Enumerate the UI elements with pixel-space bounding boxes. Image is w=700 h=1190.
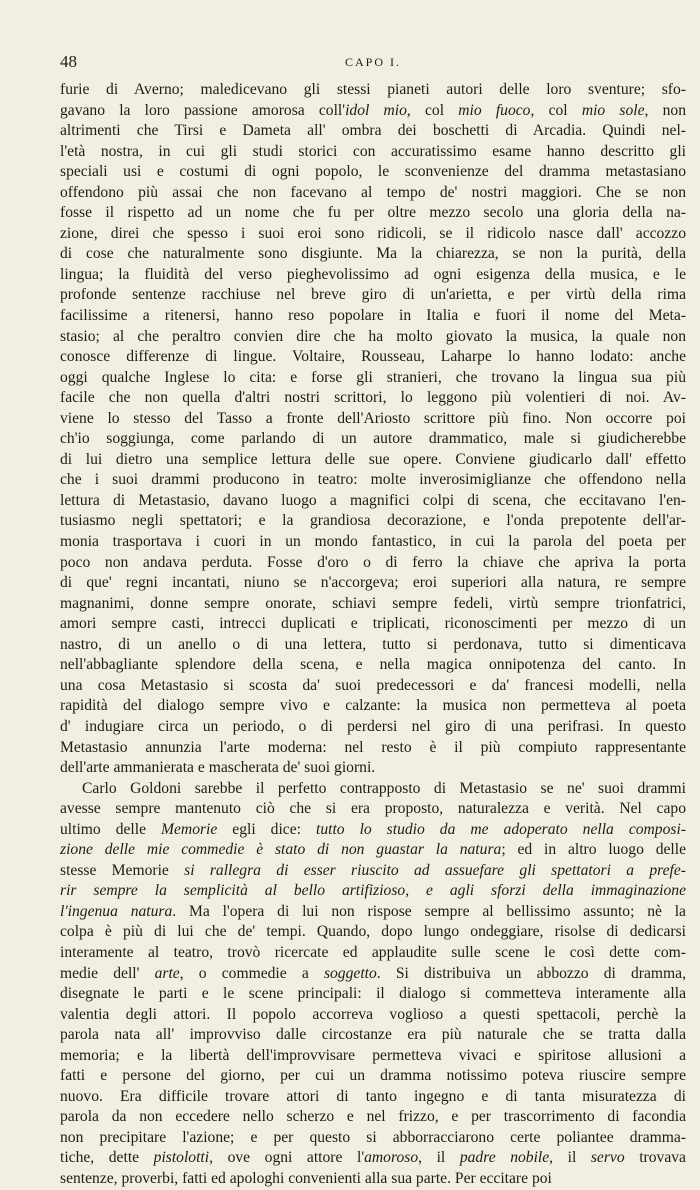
text-line <box>60 347 686 368</box>
text-line <box>60 964 686 985</box>
text-run: trovava <box>624 1149 686 1167</box>
text-run: sentenze, proverbi, fatti ed apologhi convenienti alla sua parte. Per eccitare poi <box>60 1169 552 1187</box>
italic-text: tutto lo studio da me adoperato nella composi- <box>315 820 686 838</box>
running-head: CAPO I. <box>344 55 401 69</box>
text-line <box>60 450 686 471</box>
text-run: stasio; al che peraltro convien dire che ha molto giovato la musica, la quale non <box>60 327 686 345</box>
text-run: d' indugiare circa un periodo, o di perdersi nel giro di una perifrasi. In questo <box>60 717 686 735</box>
text-line <box>60 80 686 101</box>
text-run: valentia degli attori. Il popolo accorreva voglioso a questi spettacoli, perchè la <box>60 1005 686 1023</box>
text-run: dell'arte ammanierata e mascherata de' suoi giorni. <box>60 759 376 777</box>
text-line <box>60 142 686 163</box>
text-run: ultimo delle <box>60 820 162 838</box>
text-run: , col <box>406 101 459 119</box>
italic-text: padre nobile <box>459 1149 550 1167</box>
text-line <box>60 1148 686 1169</box>
text-run: avesse sempre mantenuto ciò che si era proposto, naturalezza e verità. Nel capo <box>60 800 686 818</box>
text-run: oggi qualche Inglese lo cita: e forse gli stranieri, che trovano la lingua sua più <box>60 368 686 386</box>
text-run: furie di Averno; maledicevano gli stessi pianeti autori delle loro sventure; sfo- <box>60 81 686 98</box>
text-line <box>60 943 686 964</box>
text-line <box>60 1087 686 1108</box>
text-line <box>60 470 686 491</box>
text-run: , ove ogni attore l' <box>209 1149 365 1167</box>
text-line <box>60 1066 686 1087</box>
text-run: di lui dietro una semplice lettura delle sue opere. Conviene giudicarlo dall' effetto <box>60 450 686 468</box>
text-line <box>60 265 686 286</box>
text-run: di cose che naturalmente sono disgiunte. Ma la chiarezza, se non la purità, della <box>60 245 686 263</box>
text-line <box>60 203 686 224</box>
text-run: nuovo. Era difficile trovare attori di tanto ingegno e di tanta misuratezza di <box>60 1087 686 1105</box>
text-run: facilissime a ritenersi, hanno reso popolare in Italia e fuori il nome del Meta- <box>60 307 686 325</box>
text-line <box>60 984 686 1005</box>
text-line <box>60 902 686 923</box>
text-line <box>60 635 686 656</box>
text-run: una cosa Metastasio si scosta da' suoi predecessori e da' francesi modelli, nella <box>60 676 686 694</box>
text-run: monia trasportava i cuori in un mondo fantastico, in cui la parola del poeta per <box>60 533 686 551</box>
text-line <box>60 1128 686 1149</box>
text-run: non precipitare l'azione; e per questo si abborracciarono certe poliantee dramma- <box>60 1128 686 1146</box>
text-line <box>60 840 686 861</box>
text-run: di que' regni incantati, niuno se n'accorgeva; eroi superiori alla natura, re sempre <box>60 574 686 592</box>
text-run: medie dell' <box>60 964 155 982</box>
text-run: . Ma l'opera di lui non rispose sempre al bellissimo assunto; nè la <box>172 902 686 920</box>
italic-text: mio fuoco <box>458 101 531 119</box>
italic-text: si rallegra di esser riuscito ad assuefare gli spettatori a prefe- <box>184 861 686 879</box>
text-run: , il <box>418 1149 460 1167</box>
text-line <box>60 244 686 265</box>
text-run: lettura di Metastasio, davano luogo a magnifici colpi di scena, che eccitavano l'en- <box>60 491 686 509</box>
text-run: ch'io soggiunga, come parlando di un autore drammatico, male si giudicherebbe <box>60 430 686 448</box>
text-line <box>60 1169 686 1190</box>
text-run: altrimenti che Tirsi e Dameta all' ombra dei boschetti di Arcadia. Quindi nel- <box>60 122 686 140</box>
italic-text: amoroso <box>364 1149 419 1167</box>
text-run: . Si distribuiva un abbozzo di dramma, <box>376 964 686 982</box>
text-run: fosse il rispetto ad un nome che fu per oltre mezzo secolo una gloria della na- <box>60 204 686 222</box>
text-line <box>60 820 686 841</box>
text-run: profonde sentenze racchiuse nel breve giro di un'arietta, e per virtù della rima <box>60 286 686 304</box>
text-run: , col <box>530 101 582 119</box>
text-run: poco non andava perduta. Fosse d'oro o di ferro la chiave che apriva la porta <box>60 553 686 571</box>
text-line <box>60 306 686 327</box>
text-run: speciali usi e costumi di ogni popolo, le sconvenienze del dramma metastasiano <box>60 163 686 181</box>
text-run: stesse Memorie <box>60 861 185 879</box>
text-line <box>60 779 686 800</box>
text-line <box>60 861 686 882</box>
text-line <box>60 532 686 553</box>
text-run: zione, direi che spesso i suoi eroi sono ridicoli, se il ridicolo nasce dall' accozzo <box>60 224 686 242</box>
text-run: , non <box>644 101 686 119</box>
text-run: parola nata all' improvviso dalle circostanze era più naturale che se tratta dalla <box>60 1026 686 1044</box>
text-line <box>60 121 686 142</box>
text-line <box>60 758 686 779</box>
text-line <box>60 491 686 512</box>
text-line <box>60 101 686 122</box>
page-header <box>60 52 686 78</box>
text-line <box>60 1107 686 1128</box>
text-run: amori sempre casti, intrecci duplicati e triplicati, riconoscimenti per mezzo di un <box>60 615 686 633</box>
text-line <box>60 696 686 717</box>
text-line <box>60 327 686 348</box>
text-line <box>60 183 686 204</box>
text-line <box>60 553 686 574</box>
book-page <box>60 52 686 1190</box>
italic-text: mio sole <box>581 101 645 119</box>
text-line <box>60 614 686 635</box>
text-run: ; ed in altro luogo delle <box>501 841 686 859</box>
text-run: , il <box>549 1149 591 1167</box>
italic-text: zione delle mie commedie è stato di non guastar la natura <box>60 841 502 859</box>
text-run: Carlo Goldoni sarebbe il perfetto contrapposto di Metastasio se ne' suoi drammi <box>82 779 686 797</box>
text-line <box>60 1046 686 1067</box>
text-run: che i suoi drammi producono in teatro: molte inverosimiglianze che offendono nella <box>60 471 686 489</box>
text-line <box>60 388 686 409</box>
text-run: fatti e persone del giorno, per cui un dramma notissimo poteva riuscire sempre <box>60 1067 686 1085</box>
italic-text: idol mio <box>345 101 407 119</box>
text-line <box>60 594 686 615</box>
text-line <box>60 285 686 306</box>
text-run: lingua; la fluidità del verso pieghevolissimo ad ogni esigenza della musica, e le <box>60 265 686 283</box>
text-line <box>60 162 686 183</box>
text-line <box>60 511 686 532</box>
page-number: 48 <box>60 52 77 71</box>
italic-text: rir sempre la semplicità al bello artifizioso, e agli sforzi della immaginazione <box>60 882 686 900</box>
italic-text: Memorie <box>161 820 218 838</box>
italic-text: arte <box>154 964 180 982</box>
text-line <box>60 922 686 943</box>
text-run: tusiasmo negli spettatori; e la grandiosa decorazione, e l'onda prepotente dell'ar- <box>60 512 686 530</box>
text-line <box>60 799 686 820</box>
text-run: offendono più assai che non facevano al tempo de' nostri maggiori. Che se non <box>60 183 686 201</box>
text-run: l'età nostra, in cui gli studi storici con accuratissimo esame hanno descritto gli <box>60 142 686 160</box>
text-run: egli dice: <box>217 820 316 838</box>
text-run: rapidità del dialogo sempre vivo e calzante: la musica non permetteva al poeta <box>60 697 686 715</box>
text-line <box>60 224 686 245</box>
text-run: , o commedie a <box>179 964 324 982</box>
text-line <box>60 1025 686 1046</box>
text-line <box>60 655 686 676</box>
text-line <box>60 409 686 430</box>
text-run: colpa è più di lui che de' tempi. Quando, dopo lungo ondeggiare, risolse di dedicarsi <box>60 923 686 941</box>
text-run: Metastasio annunzia l'arte moderna: nel resto è il più compiuto rappresentante <box>60 738 686 756</box>
text-line <box>60 368 686 389</box>
text-line <box>60 717 686 738</box>
text-run: parola da non eccedere nello scherzo e nel frizzo, e per trascorrimento di facondia <box>60 1108 686 1126</box>
italic-text: l'ingenua natura <box>60 902 173 920</box>
text-run: tiche, dette <box>60 1149 154 1167</box>
text-run: facile che non quella d'altri nostri scrittori, lo leggono più volentieri di noi. Av- <box>60 389 686 407</box>
paragraph-2 <box>60 779 686 1190</box>
text-line <box>60 1005 686 1026</box>
text-line <box>60 429 686 450</box>
italic-text: servo <box>590 1149 625 1167</box>
text-run: nell'abbagliante splendore della scena, e nella magica onnipotenza del canto. In <box>60 656 686 674</box>
text-line <box>60 573 686 594</box>
italic-text: pistolotti <box>153 1149 210 1167</box>
text-line <box>60 676 686 697</box>
text-run: interamente al teatro, trovò ricercate ed applaudite sulle scene le così dette com- <box>60 943 686 961</box>
text-run: magnanimi, donne sempre onorate, schiavi sempre fedeli, virtù sempre trionfatrici, <box>60 594 686 612</box>
text-run: gavano la loro passione amorosa coll' <box>60 101 346 119</box>
text-line <box>60 881 686 902</box>
text-run: conosce differenze di lingue. Voltaire, Rousseau, Laharpe lo hanno lodato: anche <box>60 348 686 366</box>
text-run: viene lo stesso del Tasso a fronte dell'Ariosto scrittore più fino. Non occorre poi <box>60 409 686 427</box>
text-run: disegnate le parti e le scene principali: il dialogo si commetteva interamente alla <box>60 985 686 1003</box>
text-line <box>60 738 686 759</box>
text-run: nastro, di un anello o di una lettera, tutto si perdonava, tutto si dimenticava <box>60 635 686 653</box>
italic-text: soggetto <box>323 964 377 982</box>
text-run: memoria; e la libertà dell'improvvisare permetteva vivaci e spiritose allusioni a <box>60 1046 686 1064</box>
paragraph-1 <box>60 80 686 779</box>
